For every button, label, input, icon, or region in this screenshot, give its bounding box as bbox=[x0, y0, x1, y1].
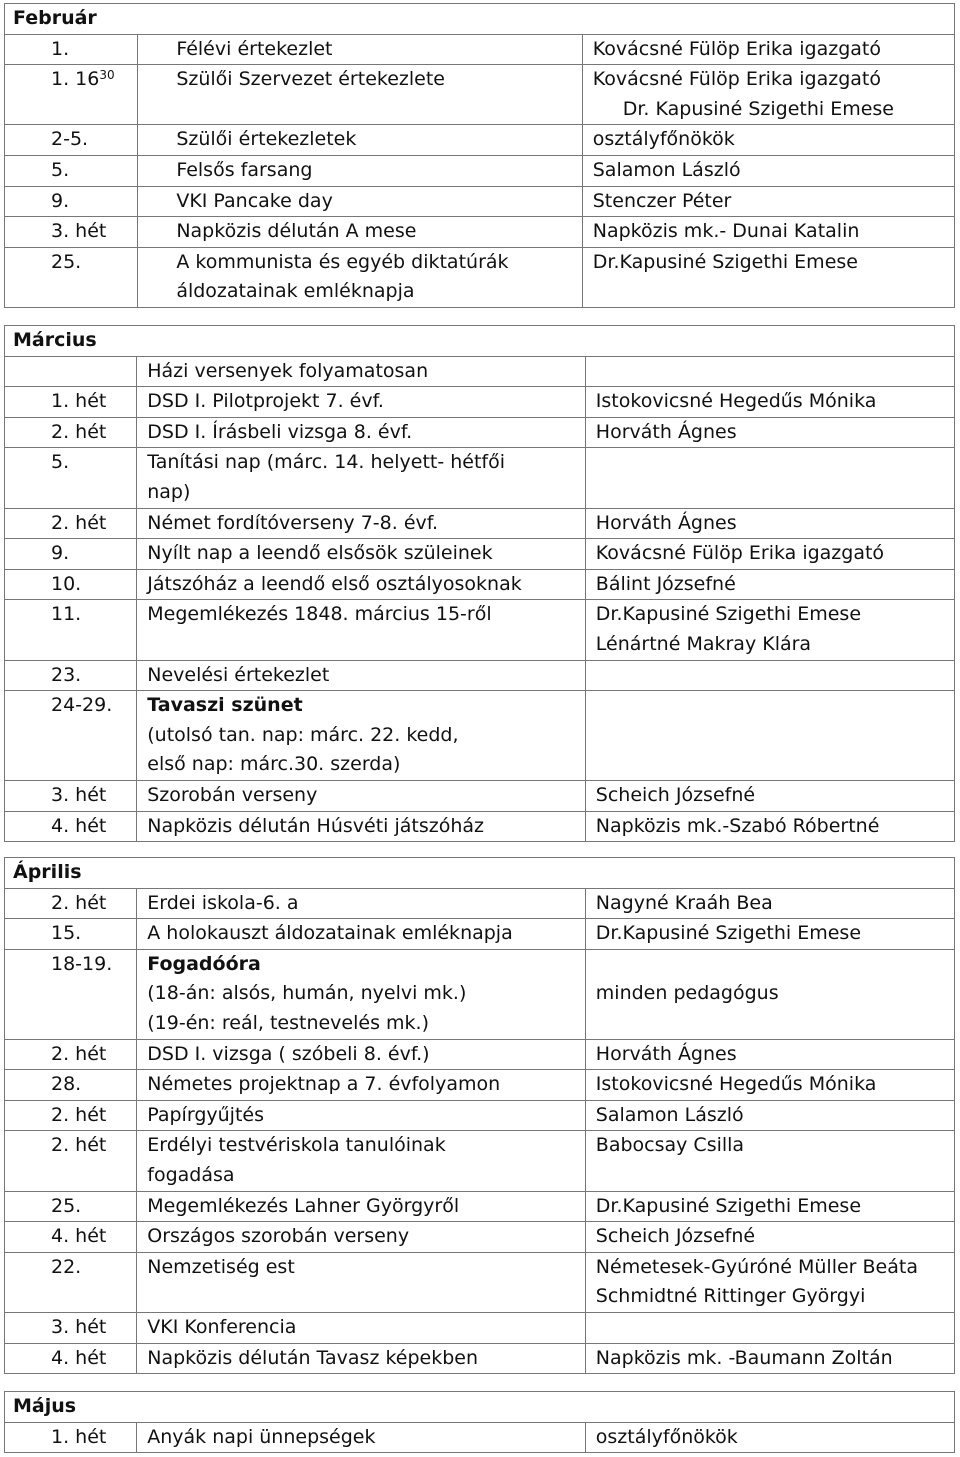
responsible-cell: Németesek-Gyúróné Müller Beáta Schmidtné Rittinger Györgyi bbox=[585, 1252, 954, 1312]
table-row bbox=[5, 186, 955, 217]
responsible-cell: Dr.Kapusiné Szigethi Emese bbox=[585, 919, 954, 950]
date-cell: 2. hét bbox=[5, 417, 137, 448]
table-row bbox=[5, 949, 955, 1039]
event-cell: VKI Pancake day bbox=[138, 186, 582, 217]
event-cell: Erdélyi testvériskola tanulóinak fogadása bbox=[137, 1131, 586, 1191]
table-row bbox=[5, 691, 955, 781]
responsible-cell: Stenczer Péter bbox=[582, 186, 954, 217]
date-cell: 2. hét bbox=[5, 1039, 137, 1070]
table-row bbox=[5, 539, 955, 570]
month-title-marcius: Március bbox=[5, 326, 955, 357]
table-row bbox=[5, 217, 955, 248]
responsible-cell: Dr.Kapusiné Szigethi Emese bbox=[585, 1191, 954, 1222]
date-cell: 15. bbox=[5, 919, 137, 950]
date-cell: 3. hét bbox=[5, 780, 137, 811]
date-cell: 1. hét bbox=[5, 387, 137, 418]
date-cell: 25. bbox=[5, 247, 138, 307]
table-row bbox=[5, 1312, 955, 1343]
date-cell bbox=[5, 356, 137, 387]
event-cell: Tanítási nap (márc. 14. helyett- hétfői nap) bbox=[137, 448, 586, 508]
table-majus bbox=[4, 1391, 955, 1453]
responsible-cell: Horváth Ágnes bbox=[585, 508, 954, 539]
table-row bbox=[5, 1343, 955, 1374]
event-cell: Félévi értekezlet bbox=[138, 34, 582, 65]
responsible-cell bbox=[585, 448, 954, 508]
date-cell: 10. bbox=[5, 569, 137, 600]
responsible-cell: minden pedagógus bbox=[585, 949, 954, 1039]
event-cell: DSD I. Pilotprojekt 7. évf. bbox=[137, 387, 586, 418]
table-row bbox=[5, 1070, 955, 1101]
table-row bbox=[5, 1191, 955, 1222]
event-cell: Németes projektnap a 7. évfolyamon bbox=[137, 1070, 586, 1101]
event-cell: Német fordítóverseny 7-8. évf. bbox=[137, 508, 586, 539]
date-cell: 18-19. bbox=[5, 949, 137, 1039]
responsible-cell: Nagyné Kraáh Bea bbox=[585, 888, 954, 919]
date-cell: 24-29. bbox=[5, 691, 137, 781]
event-cell: Szorobán verseny bbox=[137, 780, 586, 811]
responsible-cell: Dr.Kapusiné Szigethi Emese bbox=[582, 247, 954, 307]
event-cell: Szülői Szervezet értekezlete bbox=[138, 65, 582, 125]
date-cell: 4. hét bbox=[5, 811, 137, 842]
table-row bbox=[5, 508, 955, 539]
table-row bbox=[5, 448, 955, 508]
responsible-cell: Horváth Ágnes bbox=[585, 417, 954, 448]
responsible-cell bbox=[585, 660, 954, 691]
date-cell: 9. bbox=[5, 186, 138, 217]
date-cell: 2. hét bbox=[5, 508, 137, 539]
responsible-cell: Dr.Kapusiné Szigethi Emese Lénártné Makray Klára bbox=[585, 600, 954, 660]
event-cell: Napközis délután Húsvéti játszóház bbox=[137, 811, 586, 842]
event-cell: Játszóház a leendő első osztályosoknak bbox=[137, 569, 586, 600]
table-row bbox=[5, 919, 955, 950]
date-cell: 2. hét bbox=[5, 888, 137, 919]
event-cell: Tavaszi szünet (utolsó tan. nap: márc. 22. kedd, első nap: márc.30. szerda) bbox=[137, 691, 586, 781]
date-cell: 5. bbox=[5, 155, 138, 186]
month-title-aprilis: Április bbox=[5, 858, 955, 889]
date-cell: 22. bbox=[5, 1252, 137, 1312]
responsible-cell: Napközis mk.-Szabó Róbertné bbox=[585, 811, 954, 842]
table-row bbox=[5, 660, 955, 691]
date-cell: 2-5. bbox=[5, 125, 138, 156]
event-cell: Megemlékezés Lahner Györgyről bbox=[137, 1191, 586, 1222]
date-cell: 1. hét bbox=[5, 1422, 137, 1453]
event-cell: Házi versenyek folyamatosan bbox=[137, 356, 586, 387]
responsible-cell: Kovácsné Fülöp Erika igazgató Dr. Kapusiné Szigethi Emese bbox=[582, 65, 954, 125]
event-cell: Országos szorobán verseny bbox=[137, 1222, 586, 1253]
responsible-cell: Bálint Józsefné bbox=[585, 569, 954, 600]
event-cell: Nemzetiség est bbox=[137, 1252, 586, 1312]
date-cell: 1. bbox=[5, 34, 138, 65]
date-cell: 1. $16^{30}$ bbox=[5, 65, 138, 125]
event-cell: Papírgyűjtés bbox=[137, 1100, 586, 1131]
date-cell: 28. bbox=[5, 1070, 137, 1101]
responsible-cell: Istokovicsné Hegedűs Mónika bbox=[585, 387, 954, 418]
table-row bbox=[5, 811, 955, 842]
date-cell: 3. hét bbox=[5, 1312, 137, 1343]
table-februar bbox=[4, 3, 955, 308]
responsible-cell: osztályfőnökök bbox=[585, 1422, 954, 1453]
table-aprilis bbox=[4, 857, 955, 1374]
event-cell: DSD I. vizsga ( szóbeli 8. évf.) bbox=[137, 1039, 586, 1070]
event-cell: VKI Konferencia bbox=[137, 1312, 586, 1343]
table-marcius bbox=[4, 325, 955, 842]
month-title-majus: Május bbox=[5, 1392, 955, 1423]
event-cell: Anyák napi ünnepségek bbox=[137, 1422, 586, 1453]
event-cell: Megemlékezés 1848. március 15-ről bbox=[137, 600, 586, 660]
event-cell: DSD I. Írásbeli vizsga 8. évf. bbox=[137, 417, 586, 448]
table-row bbox=[5, 356, 955, 387]
table-row bbox=[5, 1100, 955, 1131]
date-cell: 5. bbox=[5, 448, 137, 508]
responsible-cell: Napközis mk.- Dunai Katalin bbox=[582, 217, 954, 248]
table-row bbox=[5, 247, 955, 307]
date-cell: 3. hét bbox=[5, 217, 138, 248]
table-row bbox=[5, 155, 955, 186]
event-cell: Erdei iskola-6. a bbox=[137, 888, 586, 919]
responsible-cell: Kovácsné Fülöp Erika igazgató bbox=[582, 34, 954, 65]
date-cell: 2. hét bbox=[5, 1131, 137, 1191]
date-cell: 4. hét bbox=[5, 1222, 137, 1253]
table-row bbox=[5, 417, 955, 448]
event-cell: Nevelési értekezlet bbox=[137, 660, 586, 691]
table-row bbox=[5, 1039, 955, 1070]
table-row bbox=[5, 888, 955, 919]
date-cell: 25. bbox=[5, 1191, 137, 1222]
responsible-cell: Istokovicsné Hegedűs Mónika bbox=[585, 1070, 954, 1101]
responsible-cell: Napközis mk. -Baumann Zoltán bbox=[585, 1343, 954, 1374]
table-row bbox=[5, 1131, 955, 1191]
date-cell: 11. bbox=[5, 600, 137, 660]
date-cell: 2. hét bbox=[5, 1100, 137, 1131]
table-row bbox=[5, 34, 955, 65]
responsible-cell: Salamon László bbox=[582, 155, 954, 186]
event-cell: Felsős farsang bbox=[138, 155, 582, 186]
date-cell: 23. bbox=[5, 660, 137, 691]
responsible-cell: osztályfőnökök bbox=[582, 125, 954, 156]
responsible-cell: Babocsay Csilla bbox=[585, 1131, 954, 1191]
table-row bbox=[5, 780, 955, 811]
date-cell: 4. hét bbox=[5, 1343, 137, 1374]
responsible-cell: Horváth Ágnes bbox=[585, 1039, 954, 1070]
table-row bbox=[5, 125, 955, 156]
responsible-cell bbox=[585, 691, 954, 781]
table-row bbox=[5, 1422, 955, 1453]
month-title-februar: Február bbox=[5, 4, 955, 35]
table-row bbox=[5, 65, 955, 125]
event-cell: Nyílt nap a leendő elsősök szüleinek bbox=[137, 539, 586, 570]
responsible-cell: Kovácsné Fülöp Erika igazgató bbox=[585, 539, 954, 570]
event-cell: A kommunista és egyéb diktatúrák áldozatainak emléknapja bbox=[138, 247, 582, 307]
responsible-cell: Scheich Józsefné bbox=[585, 1222, 954, 1253]
date-cell: 9. bbox=[5, 539, 137, 570]
table-row bbox=[5, 1222, 955, 1253]
responsible-cell bbox=[585, 1312, 954, 1343]
responsible-cell: Scheich Józsefné bbox=[585, 780, 954, 811]
table-row bbox=[5, 569, 955, 600]
table-row bbox=[5, 387, 955, 418]
responsible-cell: Salamon László bbox=[585, 1100, 954, 1131]
event-cell: A holokauszt áldozatainak emléknapja bbox=[137, 919, 586, 950]
responsible-cell bbox=[585, 356, 954, 387]
event-cell: Szülői értekezletek bbox=[138, 125, 582, 156]
event-cell: Napközis délután Tavasz képekben bbox=[137, 1343, 586, 1374]
table-row bbox=[5, 1252, 955, 1312]
table-row bbox=[5, 600, 955, 660]
event-cell: Napközis délután A mese bbox=[138, 217, 582, 248]
event-cell: Fogadóóra (18-án: alsós, humán, nyelvi mk.) (19-én: reál, testnevelés mk.) bbox=[137, 949, 586, 1039]
